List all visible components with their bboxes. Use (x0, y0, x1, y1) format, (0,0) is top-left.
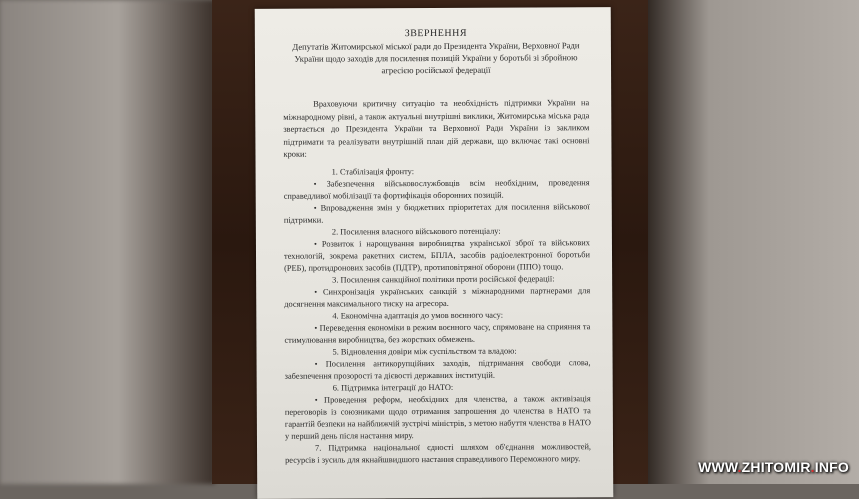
document-item-heading: 1. Стабілізація фронту: (331, 166, 415, 177)
document-title: ЗВЕРНЕННЯ (404, 27, 468, 40)
document-item-bullet: • Переведення економіки в режим воєнного часу, спрямоване на сприяння та стимулювання виробництва, без жорстких обмежень. (284, 321, 591, 345)
document-item-heading: 4. Економічна адаптація до умов воєнного часу: (332, 310, 504, 321)
document-items (284, 165, 592, 467)
document-subtitle: Депутатів Житомирської міської ради до Президента України, Верховної Ради України щодо заходів для посилення позицій України у боротьбі зі збройною агресією російської федерації (292, 40, 580, 76)
document-sheet (255, 7, 614, 499)
document-item-heading: 5. Відновлення довіри між суспільством та владою: (332, 346, 517, 357)
document-item-heading: 3. Посилення санкційної політики проти російської федерації: (332, 273, 555, 285)
blurred-background-left (0, 0, 215, 484)
document-item-bullet: • Розвиток і нарощування виробництва української зброї та військових технологій, зокрема ракетних систем, БПЛА, засобів радіоелектронної боротьби (РЕБ), протидронових засобів (ПДТР), протиповітряної оборони (ППО) тощо. (283, 237, 591, 273)
document-item-heading: 2. Посилення власного військового потенціалу: (331, 226, 501, 237)
document-item-bullet: • Синхронізація українських санкцій з міжнародними партнерами для досягнення максимального тиску на агресора. (284, 285, 591, 309)
document-intro: Враховуючи критичну ситуацію та необхідність підтримки України на міжнародному рівні, а також актуальні внутрішні виклики, Житомирська міська рада звертається до Президента України та Верховної Ради України із закликом підтримати та реалізувати внутрішній план дій держави, що включає такі основні кроки: (283, 98, 590, 159)
document-item-heading: 6. Підтримка інтеграції до НАТО: (332, 382, 454, 393)
document-item-bullet: • Впровадження змін у бюджетних пріоритетах для посилення військової підтримки. (283, 201, 590, 225)
document-item-bullet: • Проведення реформ, необхідних для членства, а також активізація переговорів із союзниками щодо отримання запрошення до членства в НАТО та гарантій безпеки на найближчій зустрічі міністрів, з метою набуття членства в НАТО у перший день після настання миру. (284, 393, 591, 441)
document-item-bullet: 7. Підтримка національної єдності шляхом об'єднання можливостей, ресурсів і зусиль для якнайшвидшого настання справедливого Переможного миру. (285, 441, 592, 465)
blurred-background-right (645, 0, 859, 484)
document-item-bullet: • Посилення антикорупційних заходів, підтримання свободи слова, забезпечення прозорості та дієвості державних інституцій. (284, 357, 591, 381)
site-watermark: WWW.ZHITOMIR.INFO (698, 459, 849, 475)
document-item-bullet: • Забезпечення військовослужбовців всім необхідним, проведення справедливої мобілізації та фортифікація оборонних позицій. (283, 177, 590, 201)
